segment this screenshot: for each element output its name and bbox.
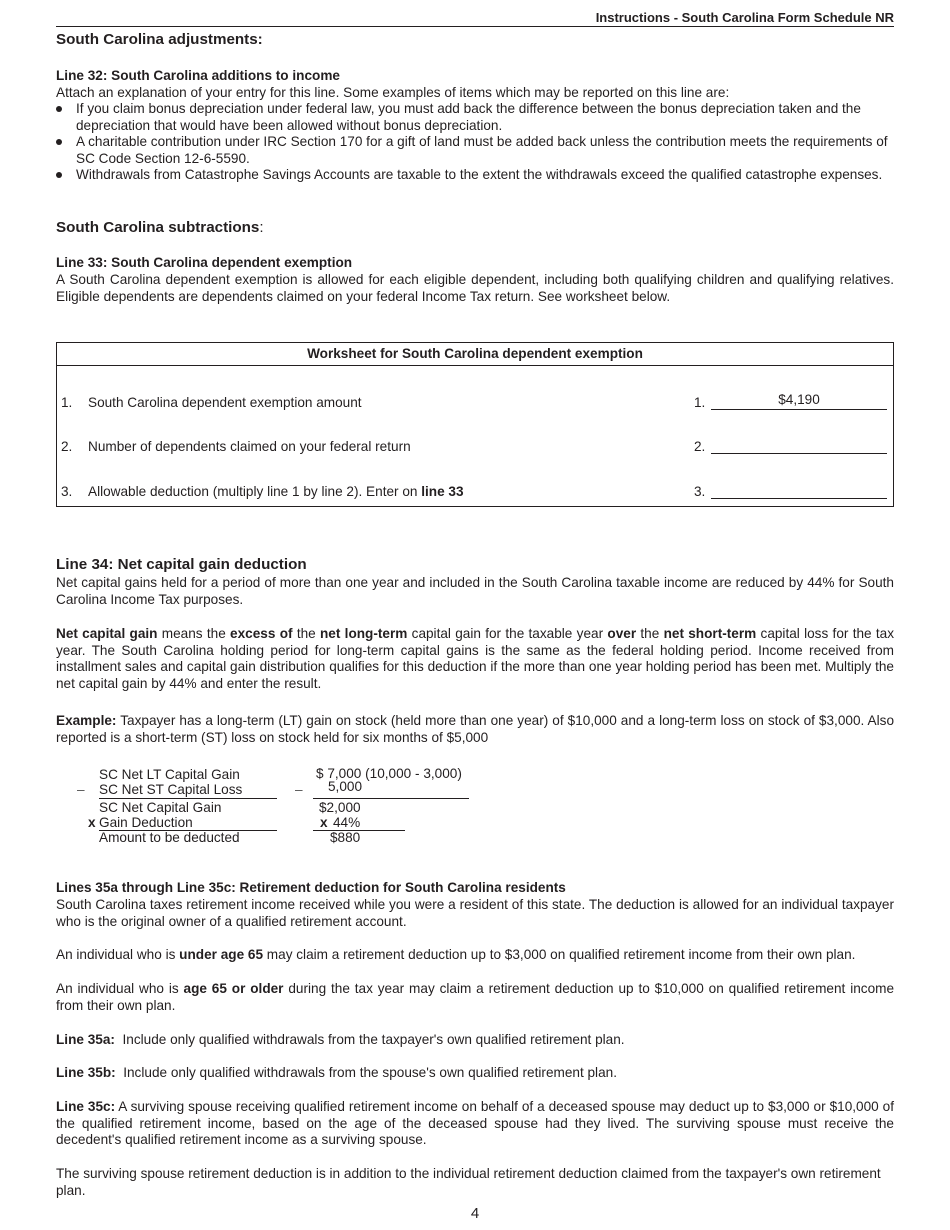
calc-label: SC Net Capital Gain xyxy=(99,800,222,815)
calc-label: SC Net ST Capital Loss xyxy=(99,782,243,797)
bullet-text: If you claim bonus depreciation under federal law, you must add back the difference between the bonus depreciation taken and the depreciation that would have been allowed without bonus depreciation. xyxy=(76,101,861,133)
page-number: 4 xyxy=(470,1205,480,1222)
entry-line[interactable] xyxy=(711,409,887,410)
row-label: South Carolina dependent exemption amount xyxy=(88,395,362,410)
row-ref: 3. xyxy=(694,484,706,499)
calc-value: $2,000 xyxy=(319,800,361,815)
subtractions-heading xyxy=(56,219,894,237)
row-number: 2. xyxy=(61,439,73,454)
document-page xyxy=(56,0,894,1230)
list-item xyxy=(56,134,894,167)
times-sign: x xyxy=(320,815,328,830)
bullet-dot xyxy=(56,106,62,112)
worksheet-row-3 xyxy=(57,484,893,502)
row-label-bold: line 33 xyxy=(421,484,464,499)
row-number: 3. xyxy=(61,484,73,499)
bullet-text: Withdrawals from Catastrophe Savings Accounts are taxable to the extent the withdrawals exceed the qualified catastrophe expenses. xyxy=(76,167,883,182)
row-label: Number of dependents claimed on your federal return xyxy=(88,439,411,454)
bullet-dot xyxy=(56,172,62,178)
calc-label: SC Net LT Capital Gain xyxy=(99,767,240,782)
retirement-title: Lines 35a through Line 35c: Retirement deduction for South Carolina residents xyxy=(56,880,566,895)
times-sign: x xyxy=(88,815,96,830)
retirement-paragraph-2: An individual who is under age 65 may claim a retirement deduction up to $3,000 on qualified retirement income from their own plan. xyxy=(56,947,856,962)
worksheet-title: Worksheet for South Carolina dependent exemption xyxy=(57,343,893,366)
line34-example xyxy=(56,713,894,746)
row-label-text: Allowable deduction (multiply line 1 by line 2). Enter on xyxy=(88,484,422,499)
sum-rule xyxy=(313,798,469,799)
row-ref: 1. xyxy=(694,395,706,410)
minus-sign: – xyxy=(77,782,85,797)
calc-value: $880 xyxy=(330,830,361,845)
line35b: Line 35b: Include only qualified withdrawals from the spouse's own qualified retirement plan. xyxy=(56,1065,617,1080)
retirement-paragraph-1: South Carolina taxes retirement income received while you were a resident of this state. The deduction is allowed for an individual taxpayer who is the original owner of a qualified retirement account. xyxy=(56,897,894,929)
line35c: Line 35c: A surviving spouse receiving qualified retirement income on behalf of a deceased spouse may deduct up to $3,000 or $10,000 of the qualified retirement income, based on the age of the deceased spouse had they lived. The surviving spouse must receive the decedent's qualified retirement income as a surviving spouse. xyxy=(56,1099,894,1147)
example-label: Example: xyxy=(56,713,117,728)
row-ref: 2. xyxy=(694,439,706,454)
line34-paragraph-1: Net capital gains held for a period of more than one year and included in the South Carolina taxable income are reduced by 44% for South Carolina Income Tax purposes. xyxy=(56,575,894,607)
line32-title: Line 32: South Carolina additions to income xyxy=(56,68,340,83)
calc-label: Amount to be deducted xyxy=(99,830,240,845)
line35a: Line 35a: Include only qualified withdrawals from the taxpayer's own qualified retirement plan. xyxy=(56,1032,625,1047)
bullet-text: A charitable contribution under IRC Section 170 for a gift of land must be added back unless the contribution meets the requirements of SC Code Section 12-6-5590. xyxy=(76,134,888,166)
line34-paragraph-2: Net capital gain means the excess of the net long-term capital gain for the taxable year over the net short-term capital loss for the tax year. The South Carolina holding period for long-term capital gains is the same as the federal holding period. Income received from installment sales and capital gain distribution qualifies for this deduction if the more than one year holding period has been met. Multiply the net capital gain by 44% and enter the result. xyxy=(56,626,895,691)
calc-value: 5,000 xyxy=(328,779,363,794)
sum-rule xyxy=(99,798,277,799)
page-header: Instructions - South Carolina Form Schedule NR xyxy=(56,10,894,27)
capital-gain-calculation xyxy=(56,766,556,856)
exemption-amount-value: $4,190 xyxy=(778,392,820,407)
calc-label: Gain Deduction xyxy=(99,815,193,830)
dependent-exemption-worksheet xyxy=(56,342,894,507)
bullet-dot xyxy=(56,139,62,145)
minus-sign: – xyxy=(295,782,303,797)
worksheet-row-1 xyxy=(57,392,893,413)
calc-value: $ 7,000 (10,000 - 3,000) xyxy=(316,766,462,781)
list-item xyxy=(56,101,894,134)
retirement-final-paragraph: The surviving spouse retirement deduction is in addition to the individual retirement deduction claimed from the taxpayer's own retirement plan. xyxy=(56,1166,881,1198)
list-item xyxy=(56,167,894,184)
row-number: 1. xyxy=(61,395,73,410)
entry-line[interactable] xyxy=(711,498,887,499)
adjustments-heading: South Carolina adjustments: xyxy=(56,31,263,48)
line34-title: Line 34: Net capital gain deduction xyxy=(56,556,307,573)
line33-title: Line 33: South Carolina dependent exemption xyxy=(56,255,353,270)
subtractions-heading-text: South Carolina subtractions xyxy=(56,219,260,236)
example-text: Taxpayer has a long-term (LT) gain on stock (held more than one year) of $10,000 and a long-term loss on stock of $3,000. Also reported is a short-term (ST) loss on stock held for six months of $5,000 xyxy=(56,713,894,745)
line32-intro: Attach an explanation of your entry for this line. Some examples of items which may be reported on this line are: xyxy=(56,85,730,100)
line33-body: A South Carolina dependent exemption is allowed for each eligible dependent, including both qualifying children and qualifying relatives. Eligible dependents are dependents claimed on your federal Income Tax return. See worksheet below. xyxy=(56,272,894,304)
worksheet-row-2 xyxy=(57,439,893,457)
calc-value: 44% xyxy=(333,815,361,830)
row-label xyxy=(88,484,464,501)
line32-bullet-list xyxy=(56,101,894,184)
entry-line[interactable] xyxy=(711,453,887,454)
subtractions-heading-colon: : xyxy=(259,219,264,236)
retirement-paragraph-3: An individual who is age 65 or older during the tax year may claim a retirement deduction up to $10,000 on qualified retirement income from their own plan. xyxy=(56,981,895,1013)
